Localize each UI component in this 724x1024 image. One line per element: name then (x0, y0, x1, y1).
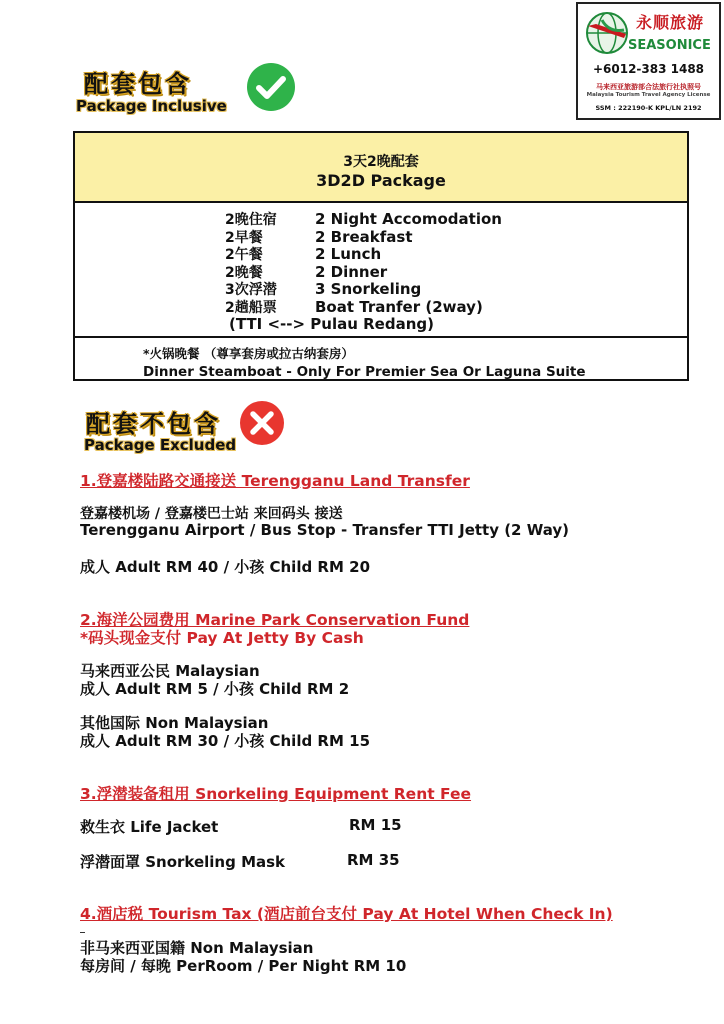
item-en: 3 Snorkeling (315, 280, 422, 299)
package-name-en: 3D2D Package (316, 171, 446, 190)
item-en: Boat Tranfer (2way) (315, 297, 483, 316)
company-logo (576, 2, 721, 120)
section-4-title-text: 4.酒店税 Tourism Tax (酒店前台支付 Pay At Hotel When Check In) (80, 905, 613, 923)
item-cn: 2趟船票 (225, 299, 277, 316)
section-2-malaysian-price: 成人 Adult RM 5 / 小孩 Child RM 2 (80, 680, 350, 698)
section-1-title-text: 1.登嘉楼陆路交通接送 Terengganu Land Transfer (80, 472, 470, 490)
inclusive-title-cn: 配套包含 (84, 70, 192, 98)
steamboat-en: Dinner Steamboat - Only For Premier Sea Or Laguna Suite (143, 364, 586, 380)
section-2-note: *码头现金支付 Pay At Jetty By Cash (80, 629, 364, 647)
globe-logo-icon (584, 10, 630, 56)
excluded-title-en: Package Excluded (84, 436, 237, 454)
section-4-line2: 每房间 / 每晚 PerRoom / Per Night RM 10 (80, 957, 407, 975)
steamboat-note (75, 344, 687, 380)
section-4-line1: 非马来西亚国籍 Non Malaysian (80, 939, 314, 957)
section-1-price: 成人 Adult RM 40 / 小孩 Child RM 20 (80, 558, 371, 576)
list-item (225, 297, 502, 315)
item-cn: 2晚餐 (225, 264, 263, 281)
item-cn: 3次浮潜 (225, 282, 277, 299)
item-cn: 2晚住宿 (225, 212, 277, 228)
route-text: (TTI <--> Pulau Redang) (229, 314, 434, 333)
section-1-title (80, 469, 470, 491)
section-3-title (80, 782, 471, 804)
section-3-mask: 浮潜面罩 Snorkeling Mask (80, 853, 286, 871)
section-1-line2: Terengganu Airport / Bus Stop - Transfer TTI Jetty (2 Way) (80, 521, 570, 539)
item-en: 2 Lunch (315, 245, 382, 264)
section-3-mask-price: RM 35 (347, 851, 400, 869)
section-2-malaysian: 马来西亚公民 Malaysian (80, 662, 260, 680)
steamboat-cn: *火锅晚餐 （尊享套房或拉古纳套房） (143, 346, 354, 361)
list-item (225, 227, 502, 245)
logo-license-en: Malaysia Tourism Travel Agency License (586, 92, 711, 98)
excluded-title-cn: 配套不包含 (86, 410, 221, 438)
cross-circle-icon (237, 398, 287, 448)
package-table (73, 131, 689, 381)
section-3-jacket: 救生衣 Life Jacket (80, 818, 219, 836)
package-header (75, 133, 687, 203)
section-4-title (80, 902, 613, 924)
logo-ssm: SSM : 222190-K KPL/LN 2192 (595, 104, 702, 112)
package-items (225, 209, 502, 332)
list-item (225, 209, 502, 227)
section-2-non-malaysian: 其他国际 Non Malaysian (80, 714, 269, 732)
logo-name-cn: 永顺旅游 (636, 13, 705, 32)
item-cn: 2午餐 (225, 247, 263, 264)
item-cn: 2早餐 (225, 229, 263, 246)
section-3-title-text: 3.浮潜装备租用 Snorkeling Equipment Rent Fee (80, 785, 472, 803)
logo-phone: +6012-383 1488 (592, 62, 705, 76)
section-1-line1: 登嘉楼机场 / 登嘉楼巴士站 来回码头 接送 (80, 506, 343, 522)
list-item (225, 262, 502, 280)
section-2-title-text: 2.海洋公园费用 Marine Park Conservation Fund (80, 611, 470, 629)
package-name-cn: 3天2晚配套 (343, 154, 419, 170)
check-circle-icon (245, 61, 297, 113)
inclusive-title-en: Package Inclusive (76, 97, 227, 115)
table-divider (75, 336, 687, 338)
logo-name-en: SEASONICE (628, 38, 711, 53)
divider-mark (80, 932, 85, 933)
list-item (225, 279, 502, 297)
list-item (225, 244, 502, 262)
item-en: 2 Night Accomodation (315, 210, 502, 228)
section-3-jacket-price: RM 15 (349, 816, 402, 834)
section-2-non-malaysian-price: 成人 Adult RM 30 / 小孩 Child RM 15 (80, 732, 371, 750)
item-en: 2 Breakfast (315, 227, 413, 246)
item-en: 2 Dinner (315, 262, 388, 281)
logo-license-cn: 马来西亚旅游部合法旅行社执照号 (596, 83, 701, 91)
